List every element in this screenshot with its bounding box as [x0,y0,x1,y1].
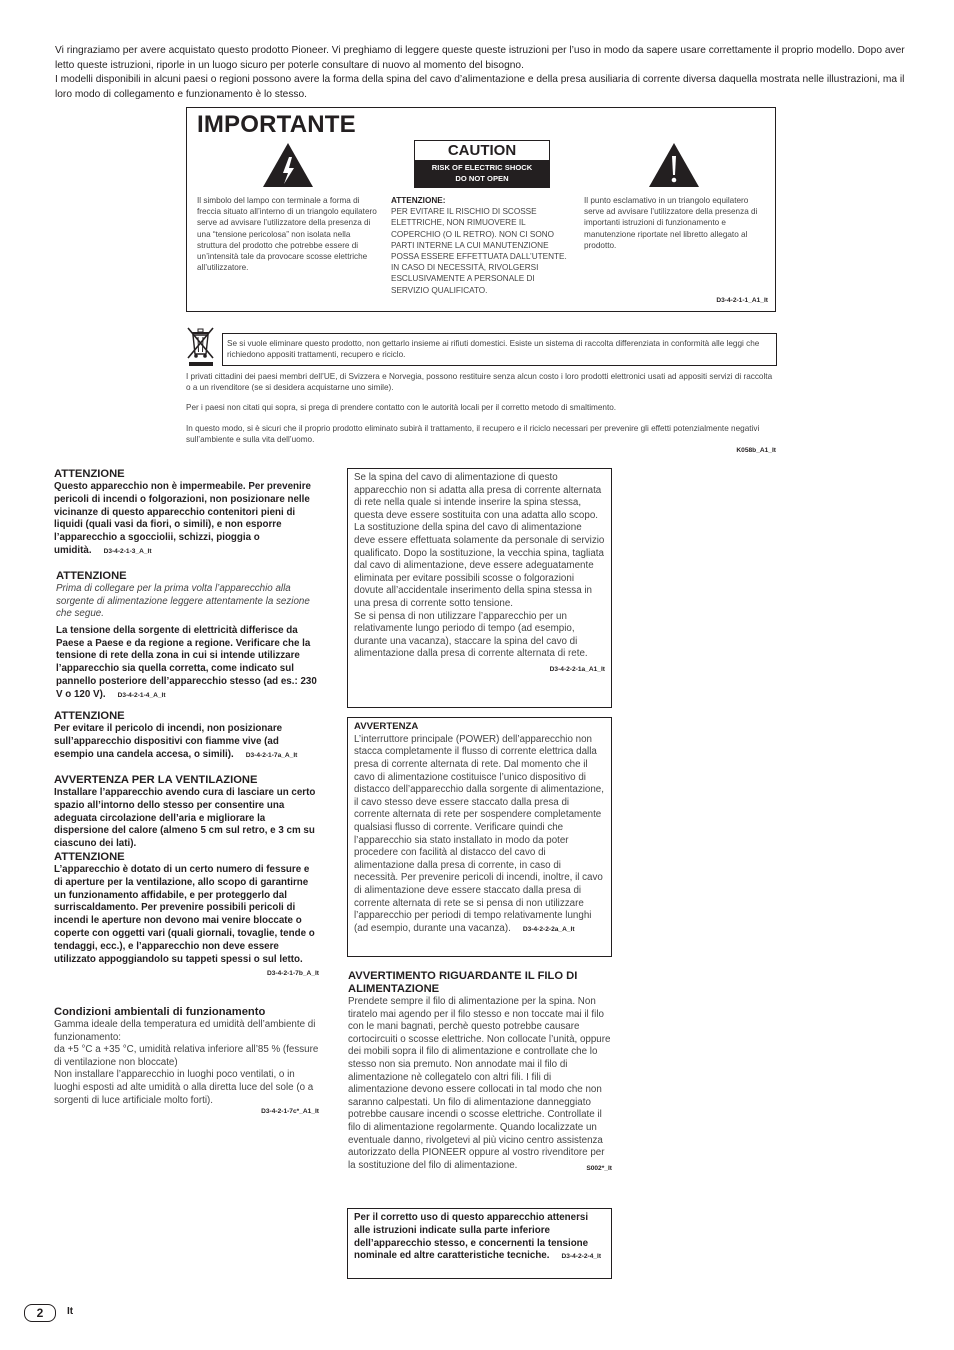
section-body-text: La tensione della sorgente di elettricità differisce da Paese a Paese e da regione a regione. Verificare che la tensione di rete della zona in cui si intende utilizzare l’apparecchio sia quella corretta, come indicato sul pannello posteriore dell’apparecchio stesso (ad es.: 230 V o 120 V). [56,624,317,700]
section-code: D3-4-2-1-3_A_It [103,547,152,555]
section-code: D3-4-2-1-7b_A_It [266,970,319,978]
disposal-paragraph-2: Per i paesi non citati qui sopra, si prega di prendere contatto con le autorità locali per il corretto metodo di smaltimento. [186,403,617,412]
disposal-paragraph-1: I privati cittadini dei paesi membri dell’UE, di Svizzera e Norvegia, possono restituire senza alcun costo i loro prodotti elettronici usati ad appositi servizi di raccolta o a un rivenditore (se si desidera acquistarne uno simile). [186,372,773,392]
environment-conditions-section [54,1006,319,1116]
section-body: Installare l’apparecchio avendo cura di lasciare un certo spazio all’intorno dello stesso per consentire una adeguata circolazione dell’aria e migliorare la dispersione del calore (almeno 5 cm sul retro, e 3 cm su ciascuno dei lati). [54,787,316,850]
attention-water-section [54,468,319,559]
intro-paragraph-2: I modelli disponibili in alcuni paesi o regioni possono avere la forma della spina del cavo d’alimentazione e della presa ausiliaria di corrente diversa daquella mostrata nelle illustrazioni, ma il loro modo di collegamento e funzionamento è lo stesso. [55,74,905,100]
section-heading: AVVERTENZA PER LA VENTILAZIONE [54,774,258,786]
intro-text [55,44,905,102]
caution-title: CAUTION [447,142,517,159]
section-heading: ATTENZIONE [54,710,125,722]
box-code: D3-4-2-2-1a_A1_It [549,665,605,673]
plug-replacement-box [347,468,612,708]
language-code: It [67,1306,74,1317]
section-body-1: Gamma ideale della temperatura ed umidità dell’ambiente di funzionamento: [54,1019,316,1043]
section-code: D3-4-2-1-7c*_A1_It [261,1108,319,1116]
box-heading: AVVERTENZA [354,721,419,732]
exclamation-warning-icon [648,142,700,188]
box-paragraph-1: Se la spina del cavo di alimentazione di questo apparecchio non si adatta alla presa di corrente alternata di rete nella quale si intende inserire la spina stessa, questa deve essere sostituita con una adatta allo scopo. La sostituzione della spina del cavo di alimentazione deve essere effettuata solamente da personale di servizio qualificato. Dopo la sostituzione, la vecchia spina, tagliata dal cavo di alimentazione, deve essere adeguatamente eliminata per evitare possibili scosse o folgorazioni dovute all’accidentale inserimento della spina stessa in una presa di corrente sotto tensione. [354,472,605,609]
crossed-bin-icon [186,325,216,367]
lightning-symbol-description: Il simbolo del lampo con terminale a forma di freccia situato all’interno di un triangolo equilatero serve ad avvisare l’utilizzatore della presenza di una “tensione pericolosa” non isolata nella struttura del prodotto che potrebbe essere di un’intensità tale da provocare scosse elettriche all’utilizzatore. [197,196,377,273]
section-subheading: ATTENZIONE [54,850,125,863]
caution-line-2: DO NOT OPEN [455,174,509,183]
rating-label-box [347,1208,612,1279]
box-code: D3-4-2-2-2a_A_It [522,925,575,933]
disposal-code: K058b_A1_It [736,447,776,454]
box-paragraph-2: Se si pensa di non utilizzare l’apparecchio per un relativamente lungo periodo di tempo (ad esempio, durante una vacanza), staccare la spina del cavo di alimentazione dalla presa di corrente alternata di rete. [354,610,588,660]
caution-line-1: RISK OF ELECTRIC SHOCK [431,163,533,172]
page-number: 2 [24,1304,56,1322]
section-heading: AVVERTIMENTO RIGUARDANTE IL FILO DI ALIMENTAZIONE [348,970,578,995]
section-body-text: Per evitare il pericolo di incendi, non posizionare sull’apparecchio dispositivi con fiamme vive (ad esempio una candela accesa, o simili). [54,723,283,760]
disposal-notice-box: Se si vuole eliminare questo prodotto, non gettarlo insieme ai rifiuti domestici. Esiste un sistema di raccolta differenziata in conformità alle leggi che richiedono appositi trattamenti, recupero e riciclo. [222,333,777,366]
importante-title: IMPORTANTE [197,111,356,138]
attention-flame-section [54,710,319,762]
caution-description-body: PER EVITARE IL RISCHIO DI SCOSSE ELETTRICHE, NON RIMUOVERE IL COPERCHIO (O IL RETRO). NON CI SONO PARTI INTERNE LA CUI MANUTENZIONE POSSA ESSERE EFFETTUATA DALL’UTENTE. IN CASO DI NECESSITÀ, RIVOLGERSI ESCLUSIVAMENTE A PERSONALE DI SERVIZIO QUALIFICATO. [391,207,567,295]
section-code: D3-4-2-1-7a_A_It [245,751,298,759]
attention-voltage-section [56,570,321,703]
section-body-2: da +5 °C a +35 °C, umidità relativa inferiore all’85 % (fessure di ventilazione non bloccate) [54,1044,319,1068]
disposal-paragraph-3: In questo modo, si è sicuri che il proprio prodotto eliminato subirà il trattamento, il recupero e il riciclo necessari per prevenire gli effetti potenzialmente negativi sull’ambiente e sulla vita dell’uomo. [186,424,760,444]
section-code: S002*_It [586,1165,612,1173]
section-body [54,481,319,559]
section-heading: ATTENZIONE [56,570,127,582]
section-body-text: Questo apparecchio non è impermeabile. Per prevenire pericoli di incendi o folgorazioni, non posizionare nelle vicinanze di questo apparecchio contenitori pieni di liquidi (quali vasi da fiori, o simili), e non esporre l’apparecchio a sgocciolii, schizzi, pioggia o umidità. [54,481,311,556]
power-switch-warning-box [347,717,612,957]
importante-code: D3-4-2-1-1_A1_It [716,297,768,304]
caution-description-heading: ATTENZIONE: [391,196,446,205]
exclamation-symbol-description: Il punto esclamativo in un triangolo equilatero serve ad avvisare l’utilizzatore della presenza di importanti istruzioni di funzionamento e manutenzione riportate nel libretto allegato al prodotto. [584,196,758,250]
section-body-2: L’apparecchio è dotato di un certo numero di fessure e di aperture per la ventilazione, allo scopo di garantirne un funzionamento affidabile, e per proteggerlo dal surriscaldamento. Per prevenire possibili pericoli di incendi le aperture non devono mai venire bloccate o coperte con oggetti vari (quali giornali, tovaglie, tende o tendaggi, ecc.), e l’apparecchio non deve essere utilizzato appoggiandolo su tappeti spessi o sul letto. [54,863,315,965]
box-body [354,734,605,937]
section-body [54,723,319,762]
section-heading: ATTENZIONE [54,468,125,480]
section-heading: Condizioni ambientali di funzionamento [54,1006,266,1018]
box-body [354,1212,605,1264]
lightning-warning-icon [262,142,314,188]
ventilation-section [54,774,319,978]
power-cord-section [348,970,612,1173]
caution-description [391,195,569,296]
box-code: D3-4-2-2-4_It [561,1253,602,1261]
box-body-text: Per il corretto uso di questo apparecchio attenersi alle istruzioni indicate sulla parte inferiore dell’apparecchio stesso, e concernenti la tensione nominale ed altre caratteristiche tecniche. [354,1212,589,1262]
intro-paragraph-1: Vi ringraziamo per avere acquistato questo prodotto Pioneer. Vi preghiamo di leggere queste queste istruzioni per l’uso in modo da sapere usare correttamente il proprio modello. Dopo aver letto queste istruzioni, riporle in un luogo sicuro per poterle consultare di nuovo al momento del bisogno. [55,45,905,71]
section-body: Prendete sempre il filo di alimentazione per la spina. Non tiratelo mai agendo per il filo stesso e non toccate mai il filo con le mani bagnati, perchè questo potrebbe causare cortocircuiti o scosse elettriche. Non collocate l’unità, oppure dei mobili sopra il filo di alimentazione e controllate che lo stesso non sia premuto. Non annodate mai il filo di alimentazione nè collegatelo con altri fili. I fili di alimentazione devono essere collocati in tal modo che non saranno calpestati. Un filo di alimentazione danneggiato potrebbe causare incendi o scosse elettriche. Controllate il filo di alimentazione regolarmente. Quando localizzate un eventuale danno, rivolgetevi al più vicino centro assistenza autorizzato della PIONEER oppure al vostro rivenditore per la sostituzione del filo di alimentazione. [348,996,611,1171]
section-body-3: Non installare l’apparecchio in luoghi poco ventilati, o in luoghi esposti ad alte umidità o alla diretta luce del sole (o a sorgenti di luce artificiale molto forti). [54,1069,314,1106]
section-code: D3-4-2-1-4_A_It [117,691,166,699]
section-italic-text: Prima di collegare per la prima volta l’apparecchio alla sorgente di alimentazione leggere attentamente la sezione che segue. [56,583,310,620]
caution-strip [415,160,549,187]
section-body [56,625,321,703]
box-body-text: L’interruttore principale (POWER) dell’apparecchio non stacca completamente il flusso di corrente elettrica dalla presa di corrente alternata di rete. Dal momento che il cavo di alimentazione costituisce l’unico dispositivo di distacco dell’apparecchio dalla sorgente di alimentazione, il cavo stesso deve essere staccato dalla presa di corrente alternata di rete per sospendere completamente qualsiasi flusso di corrente. Verificare quindi che l’apparecchio sia stato installato in modo da poter procedere con facilità al distacco del cavo di alimentazione dalla presa di corrente, in caso di necessità. Per prevenire pericoli di incendi, inoltre, il cavo di alimentazione deve essere staccato dalla presa di corrente alternata di rete se si pensa di non utilizzare l’apparecchio per periodi di tempo relativamente lunghi (ad esempio, durante una vacanza). [354,733,604,934]
